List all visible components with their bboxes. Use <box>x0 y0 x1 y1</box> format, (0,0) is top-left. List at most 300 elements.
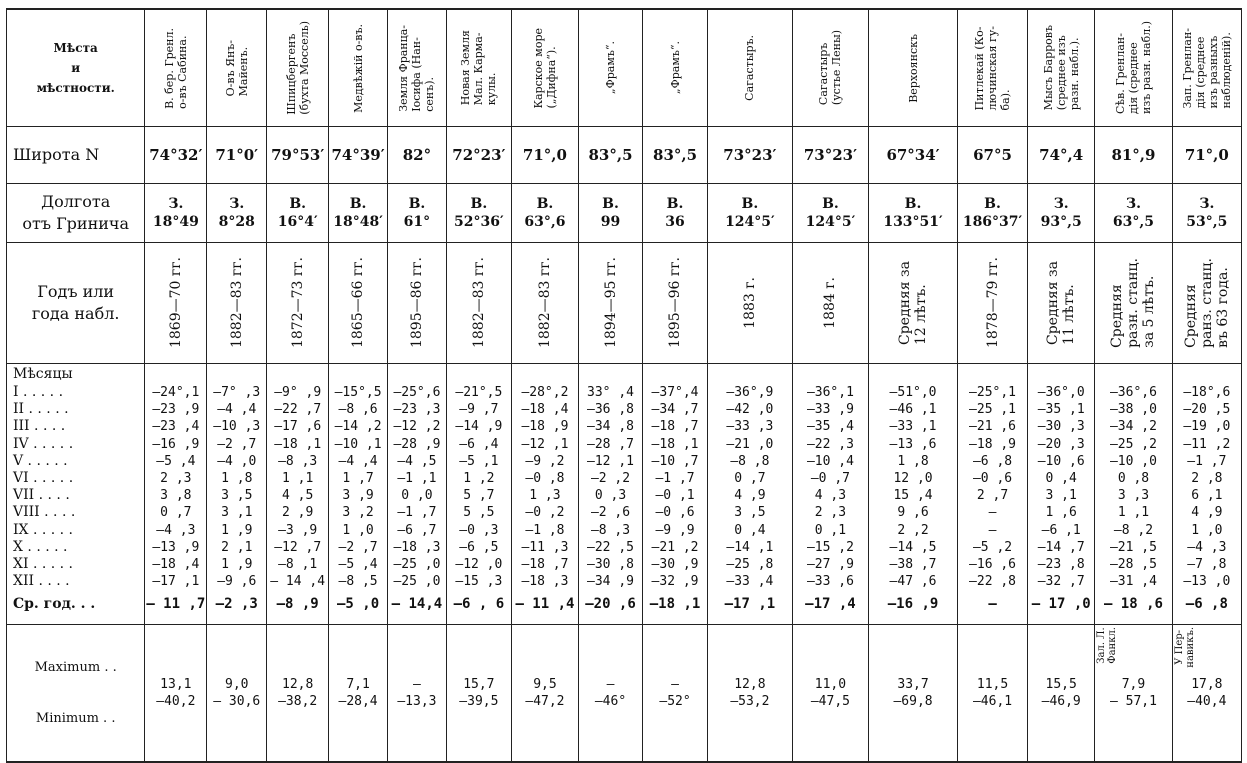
month-value: 2 ,2 <box>897 522 929 538</box>
longitude-direction: З. <box>1053 196 1069 212</box>
years-value: 1884 г. <box>822 277 839 329</box>
maximum-value: 9,5 <box>533 677 557 692</box>
monthly-values-cell <box>207 364 267 625</box>
years-value: 1872—73 гг. <box>289 257 306 349</box>
longitude-direction: В. <box>349 196 367 212</box>
month-value: —12 ,7 <box>274 539 322 555</box>
month-value: —6 ,5 <box>459 539 499 555</box>
month-value: —14 ,1 <box>726 539 774 555</box>
month-value: 0 ,8 <box>1117 471 1150 487</box>
month-value: —30 ,9 <box>651 557 699 573</box>
month-value: —33 ,1 <box>889 419 937 435</box>
longitude-direction: В. <box>470 196 488 212</box>
longitude-direction: В. <box>822 196 839 212</box>
years-value: 1882—83 гг. <box>536 257 553 349</box>
longitude-direction: В. <box>602 196 619 212</box>
month-value: 1 ,8 <box>897 453 929 469</box>
annual-mean-value: —20 ,6 <box>585 596 636 613</box>
month-value: 15 ,4 <box>893 488 933 504</box>
latitude-cell: 67°5 <box>957 127 1027 184</box>
extremes-cell <box>708 625 793 763</box>
longitude-value: 186°37′ <box>962 214 1023 230</box>
maximum-value: 9,0 <box>225 677 249 692</box>
years-value: 1882—83 гг. <box>228 257 245 349</box>
month-value: —36°,6 <box>1109 385 1157 400</box>
month-value: —18°,6 <box>1183 385 1231 400</box>
month-value: —30 ,8 <box>587 557 634 573</box>
month-value: —6 ,8 <box>972 453 1013 469</box>
minimum-label: Minimum . . <box>35 711 116 726</box>
annual-mean-value: —6 , 6 <box>453 596 505 613</box>
years-cell <box>446 243 511 364</box>
month-value: —12 ,1 <box>587 453 634 469</box>
month-value: 4 ,5 <box>282 488 314 504</box>
month-value: —18 ,7 <box>651 419 699 435</box>
month-value: —1 ,1 <box>397 471 437 487</box>
month-value: —18 ,4 <box>152 557 200 573</box>
month-value: —36°,1 <box>806 385 854 400</box>
month-spacer <box>207 364 266 384</box>
month-value: —23 ,8 <box>1037 557 1085 573</box>
years-value: 1894—95 гг. <box>602 257 619 349</box>
annual-mean-value: — 18 ,6 <box>1103 596 1163 613</box>
month-value: 0 ,7 <box>160 505 192 521</box>
month-value: —9 ,2 <box>525 453 565 469</box>
longitude-cell <box>869 184 958 243</box>
month-spacer <box>793 364 868 384</box>
month-value: —17 ,1 <box>152 574 200 590</box>
month-value: 3 ,1 <box>221 505 253 521</box>
corner-cell <box>7 9 145 127</box>
month-value: 4 ,9 <box>734 488 766 504</box>
longitude-cell <box>643 184 708 243</box>
latitude-cell: 73°23′ <box>792 127 868 184</box>
month-value: —2 ,7 <box>338 539 378 555</box>
annual-mean-value: — 17 ,0 <box>1031 596 1091 613</box>
place-name: „Фрамъ“. <box>604 41 617 95</box>
years-value: Средняя за 11 лѣтъ. <box>1045 260 1078 345</box>
longitude-direction: В. <box>536 196 554 212</box>
month-value: —22 ,8 <box>969 574 1017 590</box>
climate-table <box>6 8 1242 763</box>
latitude-cell: 71°,0 <box>511 127 578 184</box>
month-label: III . . . . <box>13 418 66 435</box>
month-value: —13 ,9 <box>152 539 200 555</box>
month-value: —25°,1 <box>969 385 1017 400</box>
month-value: —1 ,8 <box>525 522 565 538</box>
month-value: 2 ,3 <box>814 505 847 521</box>
latitude-cell: 74°39′ <box>329 127 388 184</box>
years-cell <box>145 243 207 364</box>
month-value: 2 ,8 <box>1191 471 1223 487</box>
place-name: Сагастыръ (устье Лены) <box>817 30 844 106</box>
place-header <box>145 9 207 127</box>
month-label: XII . . . . <box>13 573 70 590</box>
annual-mean-value: —5 ,0 <box>337 596 380 613</box>
longitude-direction: З. <box>168 196 184 212</box>
longitude-row <box>7 184 1242 243</box>
years-cell <box>329 243 388 364</box>
month-spacer <box>1095 364 1171 384</box>
month-value: —0 ,3 <box>459 522 499 538</box>
extremes-cell <box>643 625 708 763</box>
extremes-cell <box>792 625 868 763</box>
month-value: —34 ,9 <box>587 574 634 590</box>
month-value: —36 ,8 <box>587 402 634 418</box>
extremes-cell <box>1172 625 1241 763</box>
annual-mean-value: — <box>988 596 997 613</box>
month-value: —14 ,7 <box>1037 539 1085 555</box>
minimum-value: — 30,6 <box>213 694 261 709</box>
month-value: —25 ,1 <box>969 402 1017 418</box>
extremes-cell <box>267 625 329 763</box>
years-cell <box>1028 243 1095 364</box>
place-name: Шпицбергенъ (бухта Моссель) <box>284 21 311 115</box>
month-value: 1 ,9 <box>221 522 253 538</box>
longitude-cell <box>1172 184 1241 243</box>
month-value: —42 ,0 <box>726 402 774 418</box>
longitude-cell <box>708 184 793 243</box>
minimum-value: —13,3 <box>397 694 437 709</box>
month-spacer <box>643 364 707 384</box>
longitude-cell <box>511 184 578 243</box>
longitude-value: 36 <box>665 214 685 230</box>
month-value: —22 ,5 <box>587 539 634 555</box>
longitude-value: 124°5′ <box>725 214 775 230</box>
years-value: Средняя разн. станц. за 5 лѣтъ. <box>1109 258 1158 348</box>
extremes-cell <box>511 625 578 763</box>
longitude-cell <box>329 184 388 243</box>
years-value: Средняя ранз. станц. въ 63 года. <box>1182 258 1231 348</box>
month-value: 5 ,5 <box>463 505 495 521</box>
place-name: Верхоянскъ <box>906 33 920 103</box>
monthly-values-cell <box>329 364 388 625</box>
place-header <box>267 9 329 127</box>
month-value: 3 ,1 <box>1045 488 1077 504</box>
years-cell <box>708 243 793 364</box>
extremes-cell <box>388 625 447 763</box>
extremes-row <box>7 625 1242 763</box>
month-value: —34 ,7 <box>651 402 699 418</box>
minimum-value: —52° <box>659 694 691 709</box>
month-label-list <box>13 384 144 590</box>
extremes-cell <box>1028 625 1095 763</box>
longitude-direction: З. <box>1125 196 1141 212</box>
month-value: —18 ,4 <box>521 402 569 418</box>
month-value: —34 ,8 <box>587 419 634 435</box>
month-value: —13 ,6 <box>889 436 937 452</box>
month-value: —8 ,3 <box>278 453 318 469</box>
maximum-value: 33,7 <box>897 677 929 692</box>
month-value: 1 ,8 <box>221 471 253 487</box>
extremes-note: Зал. Л. Фанкл. <box>1096 627 1119 664</box>
corner-line: Мѣста <box>53 41 98 55</box>
month-value: —9 ,9 <box>655 522 695 538</box>
longitude-cell <box>145 184 207 243</box>
month-value: —5 ,2 <box>972 539 1013 555</box>
longitude-value: 63°,5 <box>1112 214 1155 230</box>
monthly-values-cell <box>388 364 447 625</box>
month-value: 4 ,3 <box>814 488 847 504</box>
longitude-cell <box>207 184 267 243</box>
longitude-direction: В. <box>666 196 684 212</box>
month-value: —0 ,8 <box>525 471 565 487</box>
month-value: 33° ,4 <box>587 385 634 400</box>
month-value: —23 ,4 <box>152 419 200 435</box>
minimum-value: —40,2 <box>156 694 196 709</box>
minimum-value: —53,2 <box>730 694 770 709</box>
month-value: —35 ,4 <box>806 419 854 435</box>
corner-line: и <box>71 61 81 75</box>
longitude-cell <box>579 184 643 243</box>
place-header <box>643 9 708 127</box>
years-cell <box>1172 243 1241 364</box>
maximum-value: 7,9 <box>1121 677 1146 692</box>
month-value: —36°,9 <box>726 385 774 400</box>
monthly-values-cell <box>643 364 708 625</box>
month-value: —21 ,6 <box>969 419 1017 435</box>
month-value: —17 ,6 <box>274 419 322 435</box>
place-name: Сѣв. Гренлан- дія (среднее изъ разн. набл.) <box>1113 21 1153 115</box>
month-spacer <box>512 364 578 384</box>
monthly-values-cell <box>579 364 643 625</box>
maximum-value: 7,1 <box>346 677 370 692</box>
annual-mean-value: —18 ,1 <box>649 596 701 613</box>
month-label: V . . . . . <box>13 452 68 469</box>
years-value: 1883 г. <box>741 277 758 329</box>
month-value: —28 ,5 <box>1109 557 1157 573</box>
place-header <box>1095 9 1172 127</box>
month-value: —2 ,7 <box>217 436 257 452</box>
maximum-value: 11,5 <box>976 677 1009 692</box>
longitude-value: 133°51′ <box>883 214 943 230</box>
month-value: —0 ,6 <box>972 471 1013 487</box>
monthly-values-cell <box>957 364 1027 625</box>
month-spacer <box>145 364 206 384</box>
corner-line: мѣстности. <box>36 81 115 95</box>
month-value: 3 ,8 <box>160 488 192 504</box>
month-value: —10 ,6 <box>1037 453 1085 469</box>
month-value: —7° ,3 <box>213 385 261 400</box>
minimum-value: —38,2 <box>278 694 318 709</box>
month-value: —10 ,3 <box>213 419 261 435</box>
years-label-line: года набл. <box>31 304 120 323</box>
place-header <box>329 9 388 127</box>
month-value: —20 ,5 <box>1183 402 1231 418</box>
month-value: —21 ,5 <box>1109 539 1157 555</box>
month-value: 1 ,0 <box>342 522 374 538</box>
longitude-cell <box>446 184 511 243</box>
month-value: —4 ,4 <box>217 402 257 418</box>
month-value: —11 ,2 <box>1183 436 1231 452</box>
years-value: 1895—86 гг. <box>408 257 425 349</box>
month-value: —1 ,7 <box>1187 453 1227 469</box>
place-header <box>792 9 868 127</box>
month-label: IV . . . . . <box>13 435 74 452</box>
monthly-values-cell <box>446 364 511 625</box>
extremes-note: У Пер- навикъ. <box>1173 627 1196 668</box>
month-value: —15 ,3 <box>455 574 503 590</box>
maximum-value: 13,1 <box>160 677 192 692</box>
month-value: —22 ,7 <box>274 402 322 418</box>
maximum-value: 15,5 <box>1045 677 1077 692</box>
month-spacer <box>708 364 792 384</box>
month-value: 6 ,1 <box>1191 488 1223 504</box>
month-value: —14 ,2 <box>334 419 382 435</box>
longitude-direction: В. <box>408 196 426 212</box>
maximum-value: 17,8 <box>1191 677 1223 692</box>
annual-mean-value: —17 ,4 <box>805 596 856 613</box>
annual-mean-value: —8 ,9 <box>276 596 319 613</box>
month-value: —0 ,6 <box>655 505 695 521</box>
maximum-value: — <box>606 677 615 692</box>
longitude-direction: З. <box>1199 196 1215 212</box>
month-value: —16 ,6 <box>969 557 1017 573</box>
month-value: —51°,0 <box>889 385 937 400</box>
minimum-value: —46,1 <box>972 694 1013 709</box>
longitude-direction: З. <box>229 196 245 212</box>
maximum-value: 12,8 <box>734 677 766 692</box>
month-value: 3 ,2 <box>342 505 374 521</box>
annual-mean-value: —2 ,3 <box>215 596 258 613</box>
place-name: О-въ Янъ- Майенъ. <box>223 39 250 97</box>
years-cell <box>267 243 329 364</box>
years-label <box>7 243 145 364</box>
month-value: —4 ,0 <box>217 453 257 469</box>
month-value: —9 ,7 <box>459 402 499 418</box>
place-header <box>207 9 267 127</box>
month-value: —10 ,7 <box>651 453 699 469</box>
minimum-value: —40,4 <box>1187 694 1227 709</box>
month-value: —15 ,2 <box>806 539 854 555</box>
longitude-direction: В. <box>289 196 307 212</box>
month-value: —18 ,9 <box>969 436 1017 452</box>
years-cell <box>579 243 643 364</box>
place-name: Сагастыръ. <box>743 35 757 101</box>
month-value: —18 ,3 <box>521 574 569 590</box>
month-value: —32 ,9 <box>651 574 699 590</box>
month-label: VII . . . . <box>13 487 70 504</box>
longitude-value: 124°5′ <box>805 214 856 230</box>
minimum-value: —46,9 <box>1041 694 1081 709</box>
month-value: —8 ,5 <box>338 574 378 590</box>
place-name: В. бер. Гренл. о-въ Сабина. <box>162 27 189 109</box>
month-value: 2 ,3 <box>160 471 192 487</box>
longitude-direction: В. <box>904 196 922 212</box>
years-label-line: Годъ или <box>37 282 115 301</box>
month-value: —28 ,9 <box>393 436 441 452</box>
minimum-value: —28,4 <box>338 694 378 709</box>
header-row <box>7 9 1242 127</box>
month-value: —33 ,3 <box>726 419 774 435</box>
month-value: —37°,4 <box>651 385 699 400</box>
monthly-values-cell <box>708 364 793 625</box>
month-value: 12 ,0 <box>893 471 933 487</box>
month-value: 3 ,5 <box>734 505 766 521</box>
month-value: —25 ,2 <box>1109 436 1157 452</box>
annual-mean-value: — 11 ,7 <box>146 596 206 613</box>
extremes-cell <box>329 625 388 763</box>
extremes-cell <box>1095 625 1172 763</box>
place-name: „Фрамъ“. <box>668 41 682 95</box>
month-value: —25 ,8 <box>726 557 774 573</box>
month-value: —2 ,6 <box>590 505 631 521</box>
month-value: —34 ,2 <box>1109 419 1157 435</box>
month-value: —28°,2 <box>521 385 569 400</box>
month-value: 0 ,4 <box>1045 471 1077 487</box>
month-value: 1 ,0 <box>1191 522 1223 538</box>
month-value: 1 ,1 <box>1117 505 1150 521</box>
month-value: —23 ,3 <box>393 402 441 418</box>
longitude-label <box>7 184 145 243</box>
month-value: —9° ,9 <box>274 385 322 400</box>
month-value: —47 ,6 <box>889 574 937 590</box>
month-value: —3 ,9 <box>278 522 318 538</box>
place-header <box>511 9 578 127</box>
maximum-value: 11,0 <box>814 677 847 692</box>
month-value: —14 ,5 <box>889 539 937 555</box>
month-value: — 14 ,4 <box>270 574 326 590</box>
longitude-cell <box>267 184 329 243</box>
month-value: —18 ,3 <box>393 539 441 555</box>
month-value: 1 ,7 <box>342 471 374 487</box>
years-cell <box>511 243 578 364</box>
years-cell <box>388 243 447 364</box>
month-value: —8 ,8 <box>730 453 770 469</box>
month-value: —21 ,2 <box>651 539 699 555</box>
monthly-values-cell <box>869 364 958 625</box>
longitude-direction: В. <box>741 196 759 212</box>
month-value: 2 ,9 <box>282 505 314 521</box>
longitude-direction: В. <box>984 196 1001 212</box>
minimum-value: —47,5 <box>810 694 850 709</box>
annual-mean-value: —6 ,8 <box>1185 596 1228 613</box>
month-spacer <box>1028 364 1094 384</box>
month-value: —35 ,1 <box>1037 402 1085 418</box>
month-value: —12 ,2 <box>393 419 441 435</box>
minimum-value: —69,8 <box>893 694 933 709</box>
month-value: —23 ,9 <box>152 402 200 418</box>
month-value: 2 ,1 <box>221 539 253 555</box>
month-spacer <box>958 364 1027 384</box>
years-value: 1865—66 гг. <box>350 257 367 349</box>
month-value: —18 ,1 <box>274 436 322 452</box>
minimum-value: —47,2 <box>525 694 565 709</box>
month-value: —19 ,0 <box>1183 419 1231 435</box>
longitude-value: 8°28 <box>218 214 255 230</box>
years-cell <box>643 243 708 364</box>
month-value: 1 ,1 <box>282 471 314 487</box>
latitude-cell: 72°23′ <box>446 127 511 184</box>
monthly-values-cell <box>267 364 329 625</box>
month-spacer <box>1173 364 1241 384</box>
month-value: —8 ,3 <box>590 522 631 538</box>
longitude-label-line: Долгота <box>41 192 111 211</box>
extremes-cell <box>207 625 267 763</box>
month-label: II . . . . . <box>13 401 69 418</box>
month-value: —8 ,2 <box>1113 522 1154 538</box>
place-header <box>1172 9 1241 127</box>
years-cell <box>869 243 958 364</box>
monthly-values-cell <box>1172 364 1241 625</box>
month-value: —38 ,7 <box>889 557 937 573</box>
month-value: —25 ,0 <box>393 574 441 590</box>
minimum-value: — 57,1 <box>1109 694 1157 709</box>
month-value: —12 ,1 <box>521 436 569 452</box>
monthly-values-cell <box>511 364 578 625</box>
years-row <box>7 243 1242 364</box>
month-value: —4 ,4 <box>338 453 378 469</box>
